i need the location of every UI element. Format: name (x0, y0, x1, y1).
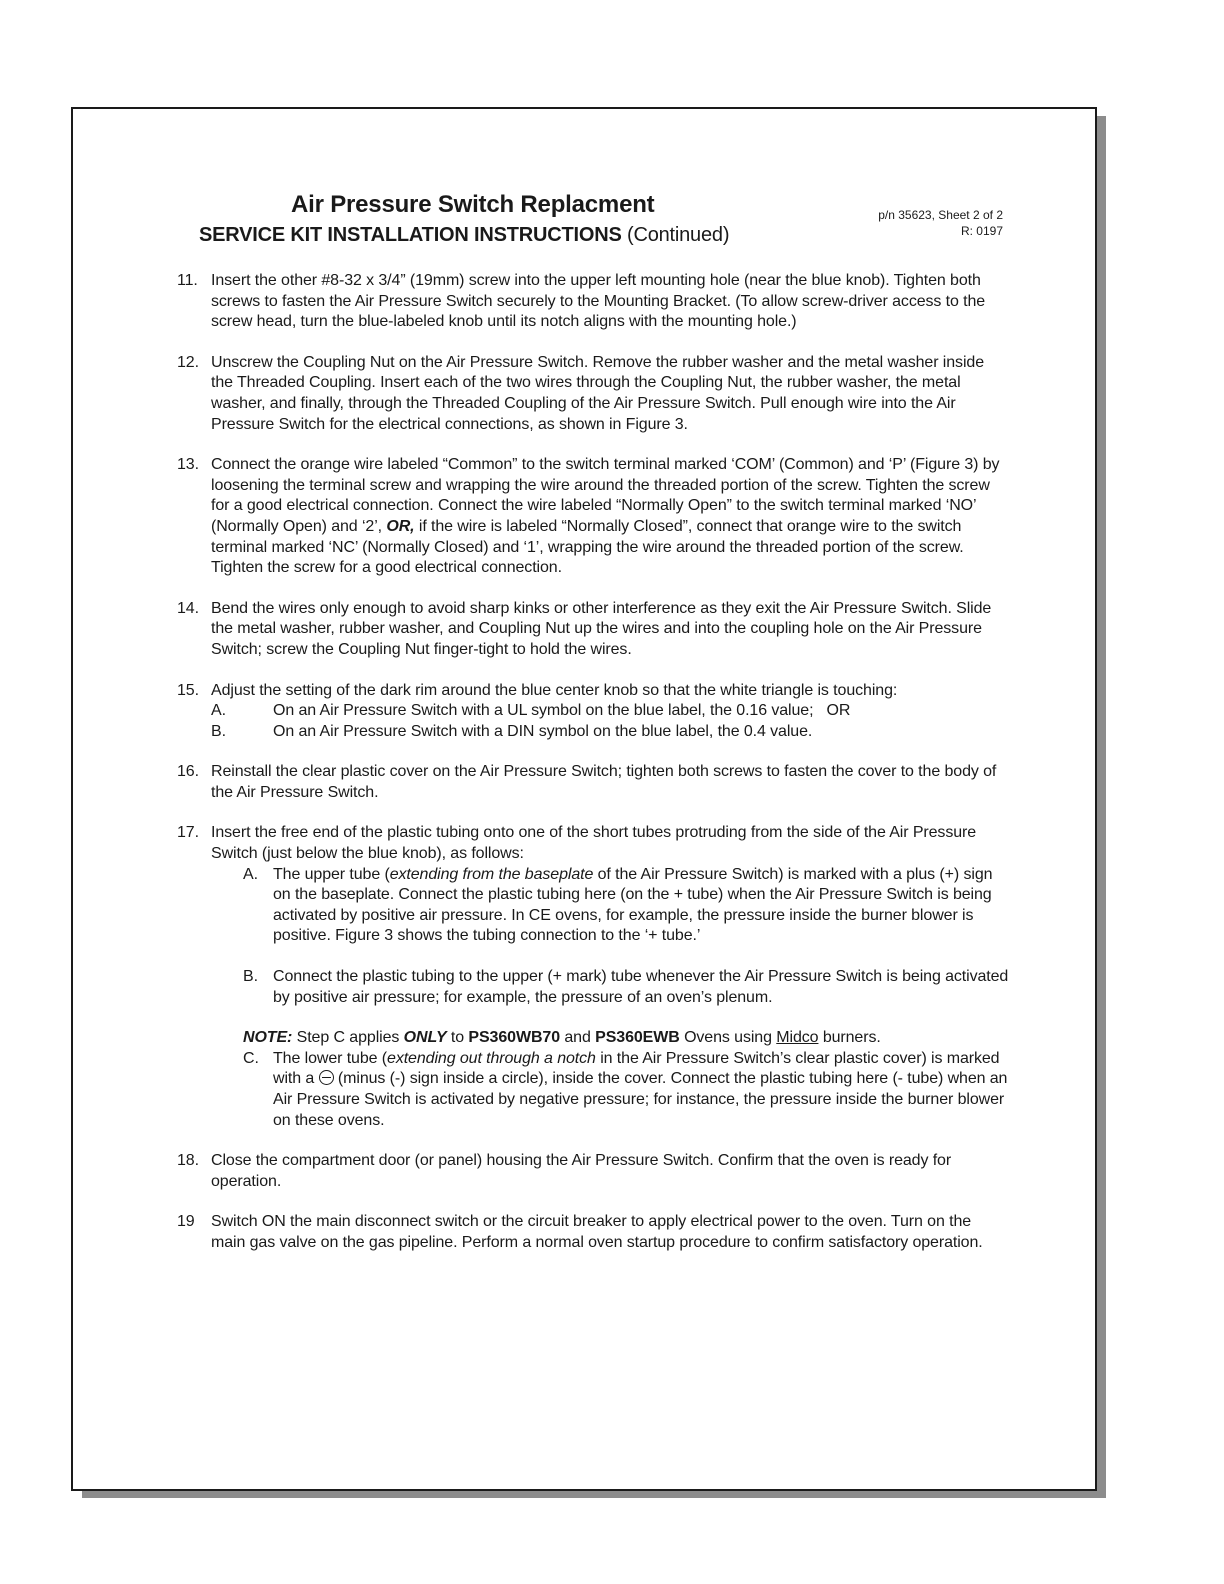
substep-label: B. (243, 968, 258, 986)
substep-text-post: of the Air Pressure Switch) is marked with a plus (+) sign on the baseplate. Connect the plastic tubing here (on the + tube) when the Air Pressure Switch is being activated by positive air pressure. In CE ovens, for example, the pressure inside the burner blower is positive. Figure 3 shows the tubing connection to the ‘+ tube.’ (273, 865, 993, 945)
note-label: NOTE: (243, 1029, 293, 1047)
substep-text-post: (minus (-) sign inside a circle), inside the cover. Connect the plastic tubing here (- tube) when an Air Pressure Switch is activated by negative pressure; for instance, the pressure inside the burner blower on these ovens. (273, 1070, 1008, 1129)
step-text: Unscrew the Coupling Nut on the Air Pressure Switch. Remove the rubber washer and the metal washer inside the Threaded Coupling. Insert each of the two wires through the Coupling Nut, the rubber washer, the metal washer, and finally, through the Threaded Coupling of the Air Pressure Switch. Pull enough wire into the Air Pressure Switch for the electrical connections, as shown in Figure 3. (211, 353, 985, 433)
step-13 (177, 455, 1009, 579)
substep-label: C. (243, 1049, 259, 1067)
step-number: 11. (177, 272, 198, 289)
step-text-part2: if the wire is labeled “Normally Closed”, connect that orange wire to the switch terminal marked ‘NC’ (Normally Closed) and ‘1’, wrapping the wire around the threaded portion of the screw. Tighten the screw for a good electrical connection. (211, 517, 964, 577)
subtitle-bold: SERVICE KIT INSTALLATION INSTRUCTIONS (199, 224, 622, 246)
document-title: Air Pressure Switch Replacment (291, 191, 655, 218)
circle-minus-icon (319, 1070, 334, 1085)
substep-text-pre: The upper tube ( (273, 865, 390, 883)
step-text: Insert the free end of the plastic tubing onto one of the short tubes protruding from the side of the Air Pressure Switch (just below the blue knob), as follows: (211, 824, 977, 863)
substep-15b (211, 722, 1009, 743)
instructions-body (177, 271, 1009, 1274)
substep-text: Connect the plastic tubing to the upper (+ mark) tube whenever the Air Pressure Switch is being activated by positive air pressure; for example, the pressure of an oven’s plenum. (273, 968, 1009, 1006)
substep-italic: extending from the baseplate (389, 865, 594, 883)
document-subtitle (199, 224, 729, 247)
step-16 (177, 762, 1009, 803)
step-text: Switch ON the main disconnect switch or the circuit breaker to apply electrical power to the oven. Turn on the main gas valve on the gas pipeline. Perform a normal oven startup procedure to confirm satisfactory operation. (211, 1213, 983, 1251)
part-number: p/n 35623, Sheet 2 of 2 (878, 208, 1003, 222)
note-text: burners. (822, 1029, 881, 1047)
step-text: Reinstall the clear plastic cover on the Air Pressure Switch; tighten both screws to fasten the cover to the body of the Air Pressure Switch. (211, 763, 997, 801)
note-text: to (450, 1029, 465, 1047)
note-text: Step C applies (296, 1029, 400, 1047)
or-emphasis: OR, (386, 517, 415, 535)
step-15 (177, 681, 1009, 743)
note-text: and (564, 1029, 591, 1047)
step-18 (177, 1151, 1009, 1192)
step-text: Close the compartment door (or panel) housing the Air Pressure Switch. Confirm that the oven is ready for operation. (211, 1152, 952, 1190)
substep-label: A. (243, 865, 258, 883)
document-sheet (71, 107, 1097, 1491)
step-number: 15. (177, 681, 199, 699)
step-number: 16. (177, 763, 199, 781)
step-number: 13. (177, 456, 199, 474)
step-text: Bend the wires only enough to avoid sharp kinks or other interference as they exit the Air Pressure Switch. Slide the metal washer, rubber washer, and Coupling Nut up the wires and into the coupling hole on the Air Pressure Switch; screw the Coupling Nut finger-tight to hold the wires. (211, 599, 992, 658)
substep-text: On an Air Pressure Switch with a DIN symbol on the blue label, the 0.4 value. (273, 722, 813, 740)
substep-text: On an Air Pressure Switch with a UL symbol on the blue label, the 0.16 value; OR (273, 702, 851, 720)
step-number: 12. (177, 353, 199, 371)
substep-text-pre: The lower tube ( (273, 1049, 388, 1067)
note-step-c (211, 1028, 1009, 1049)
model-ps360ewb: PS360EWB (595, 1029, 680, 1047)
step-19 (177, 1212, 1009, 1253)
substep-15a (211, 701, 1009, 722)
substep-17c (211, 1049, 1009, 1131)
note-only: ONLY (403, 1029, 447, 1047)
step-number: 18. (177, 1152, 199, 1170)
step-text: Insert the other #8-32 x 3/4” (19mm) screw into the upper left mounting hole (near the blue knob). Tighten both screws to fasten the Air Pressure Switch securely to the Mounting Bracket. (To allow screw-driver access to the screw head, turn the blue-labeled knob until its notch aligns with the mounting hole.) (211, 272, 986, 331)
step-14 (177, 599, 1009, 661)
subtitle-continued: (Continued) (626, 224, 730, 246)
substep-label: B. (211, 722, 226, 740)
substep-italic: extending out through a notch (387, 1049, 596, 1067)
step-number: 19 (177, 1213, 195, 1231)
step-17 (177, 823, 1009, 1131)
step-text-part1: Connect the orange wire labeled “Common” to the switch terminal marked ‘COM’ (Common) and ‘P’ (Figure 3) by loosening the terminal screw and wrapping the wire around the threaded portion of the screw. Tighten the screw for a good electrical connection. Connect the wire labeled “Normally Open” to the switch terminal marked ‘NO’ (Normally Open) and ‘2’, (211, 456, 1000, 535)
note-text: Ovens using (684, 1029, 772, 1047)
step-number: 17. (177, 824, 199, 842)
step-11 (177, 271, 1009, 333)
midco-brand: Midco (776, 1029, 819, 1047)
step-12 (177, 353, 1009, 435)
substep-17b (211, 967, 1009, 1008)
substep-label: A. (211, 702, 226, 720)
step-text: Adjust the setting of the dark rim around the blue center knob so that the white triangle is touching: (211, 681, 898, 699)
revision: R: 0197 (960, 224, 1003, 238)
substep-17a (211, 865, 1009, 947)
step-number: 14. (177, 599, 199, 617)
substep-text-mid: in the Air Pressure Switch’s clear plastic cover) is marked with a (273, 1049, 1000, 1088)
model-ps360wb70: PS360WB70 (468, 1029, 560, 1047)
document-header (73, 191, 1095, 251)
document-meta (878, 207, 1003, 239)
